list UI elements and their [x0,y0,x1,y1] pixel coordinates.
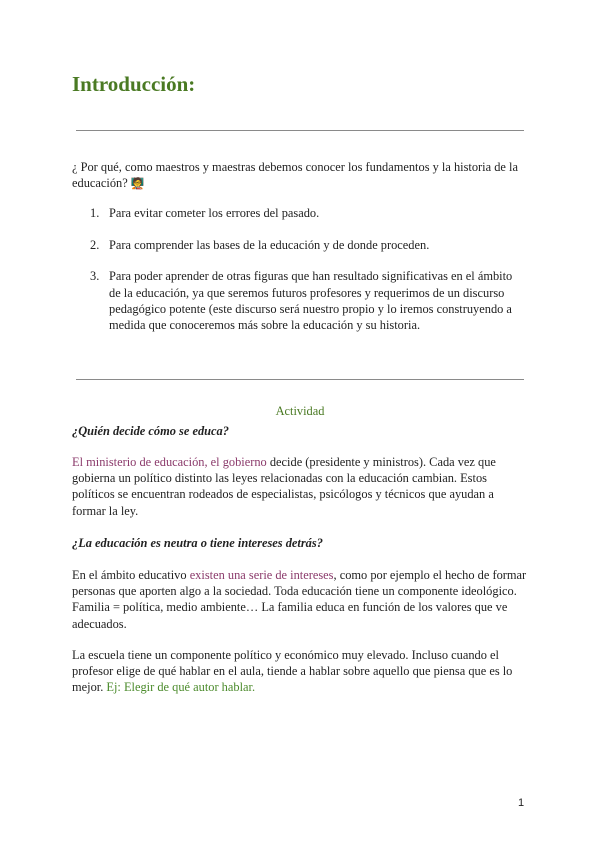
divider-top [76,130,524,131]
list-item-text: Para evitar cometer los errores del pasado. [109,206,320,220]
list-item-number: 2. [90,237,100,252]
list-item [72,268,522,333]
question-neutral-education: ¿La educación es neutra o tiene intereses detrás? [72,536,323,550]
question-who-decides: ¿Quién decide cómo se educa? [72,424,229,438]
example-text: Ej: Elegir de qué autor hablar. [106,680,256,695]
answer-paragraph-1 [72,454,530,519]
activity-heading: Actividad [275,404,325,418]
highlight-separator: , [204,455,211,469]
divider-middle [76,379,524,380]
intro-text: ¿ Por qué, como maestros y maestras debemos conocer los fundamentos y la historia de la educación? [72,160,518,191]
answer-paragraph-1-text: decide (presidente y ministros). Cada vez que gobierna un político distinto las leyes relacionadas con la educación cambian. Estos políticos se encuentran rodeados de especialistas, psicólogos y técnicos que ayudan a formar la ley. [72,455,496,518]
highlight-ministry: El ministerio de educación [72,455,205,469]
reasons-list [72,205,522,333]
list-item-text: Para poder aprender de otras figuras que han resultado significativas en el ámbito de la educación, ya que seremos futuros profesores y requerimos de un discurso pedagógico potente (este discurso será nuestro propio y lo iremos construyendo a medida que conoceremos más sobre la educación y su historia. [109,269,513,333]
list-item [72,205,522,221]
teacher-emoji-icon: 🧑‍🏫 [130,178,145,191]
list-item-number: 1. [90,206,100,220]
list-item-text: Para comprender las bases de la educación y de donde proceden. [109,237,430,252]
answer-paragraph-2-pre: En el ámbito educativo [72,568,190,582]
answer-paragraph-3-text: La escuela tiene un componente político y económico muy elevado. Incluso cuando el profesor elige de qué hablar en el aula, tiende a hablar sobre aquello que piensa que es lo mejor. [72,648,513,695]
highlight-interests: existen una serie de intereses [189,568,334,582]
page-number: 1 [518,797,525,809]
intro-question [72,159,532,192]
answer-paragraph-3 [72,647,530,696]
highlight-government: el gobierno [210,455,267,469]
list-item [72,237,522,253]
answer-paragraph-2 [72,567,530,632]
list-item-number: 3. [90,269,100,284]
page-title: Introducción: [72,72,196,96]
answer-paragraph-2-text: , como por ejemplo el hecho de formar personas que aporten algo a la sociedad. Toda educación tiene un componente ideológico. Familia = política, medio ambiente… La familia educa en función de los valores que ve adecuados. [72,568,527,631]
